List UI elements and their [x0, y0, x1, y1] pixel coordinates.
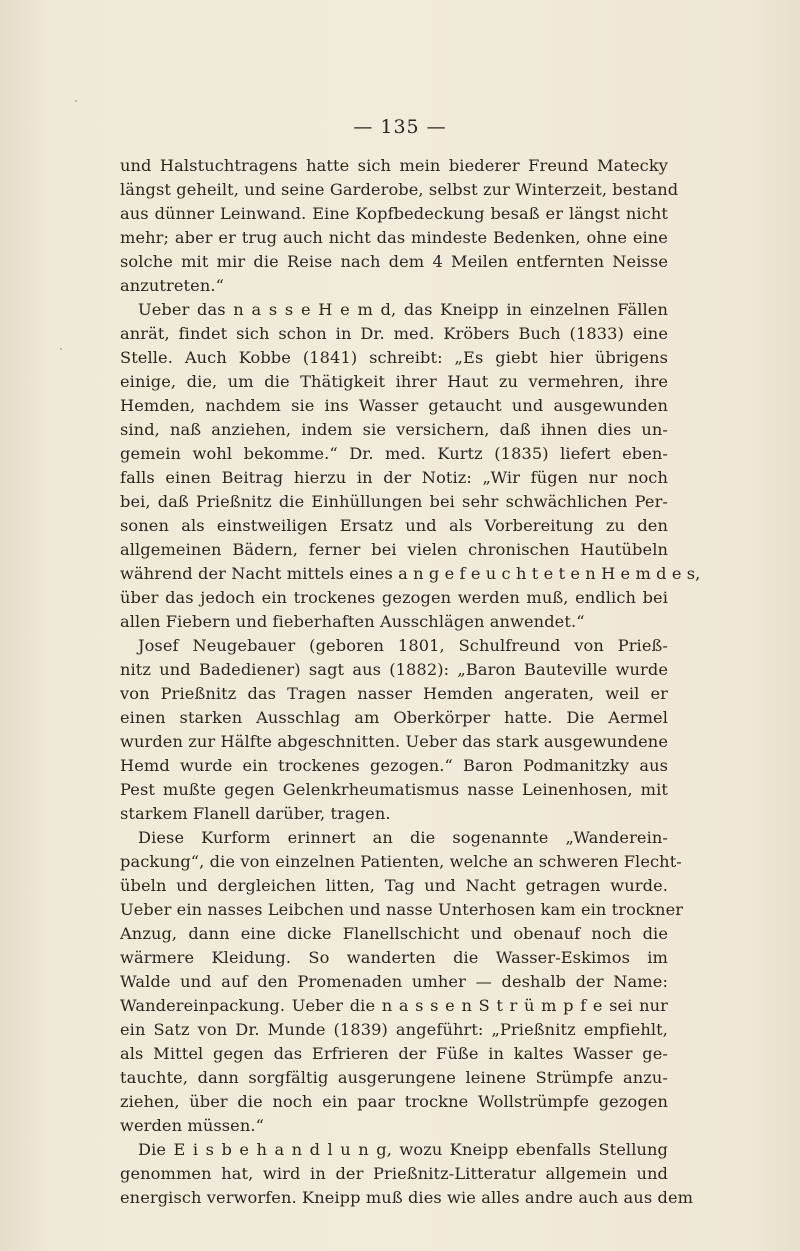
- text-line: solche mit mir die Reise nach dem 4 Meilen entfernten Neisse: [120, 252, 668, 271]
- text-line: Pest mußte gegen Gelenkrheumatismus nasse Leinenhosen, mit: [120, 780, 668, 799]
- text-line: wärmere Kleidung. So wanderten die Wasser-Eskimos im: [120, 948, 668, 967]
- text-line: und Halstuchtragens hatte sich mein biederer Freund Matecky: [120, 156, 668, 175]
- text-line: Walde und auf den Promenaden umher — deshalb der Name:: [120, 972, 668, 991]
- text-line: bei, daß Prießnitz die Einhüllungen bei sehr schwächlichen Per-: [120, 492, 668, 511]
- text-line: anrät, findet sich schon in Dr. med. Kröbers Buch (1833) eine: [120, 324, 668, 343]
- text-line: über das jedoch ein trockenes gezogen werden muß, endlich bei: [120, 588, 668, 607]
- text-line: als Mittel gegen das Erfrieren der Füße in kaltes Wasser ge-: [120, 1044, 668, 1063]
- text-line: nitz und Badediener) sagt aus (1882): „Baron Bauteville wurde: [120, 660, 668, 679]
- text-line: mehr; aber er trug auch nicht das mindeste Bedenken, ohne eine: [120, 228, 668, 247]
- text-line: Ueber ein nasses Leibchen und nasse Unterhosen kam ein trockner: [120, 900, 684, 919]
- page-number: — 135 —: [353, 116, 447, 138]
- text-line: Ueber das n a s s e H e m d, das Kneipp in einzelnen Fällen: [138, 300, 668, 319]
- text-line: aus dünner Leinwand. Eine Kopfbedeckung besaß er längst nicht: [120, 204, 668, 223]
- text-line: energisch verworfen. Kneipp muß dies wie alles andre auch aus dem: [120, 1188, 694, 1207]
- text-line: genommen hat, wird in der Prießnitz-Litteratur allgemein und: [120, 1164, 668, 1183]
- text-line: gemein wohl bekomme.“ Dr. med. Kurtz (1835) liefert eben-: [120, 444, 668, 463]
- text-line: übeln und dergleichen litten, Tag und Nacht getragen wurde.: [120, 876, 668, 895]
- text-line: tauchte, dann sorgfältig ausgerungene leinene Strümpfe anzu-: [120, 1068, 668, 1087]
- text-line: allgemeinen Bädern, ferner bei vielen chronischen Hautübeln: [120, 540, 668, 559]
- text-line: einen starken Ausschlag am Oberkörper hatte. Die Aermel: [120, 708, 668, 727]
- text-line: längst geheilt, und seine Garderobe, selbst zur Winterzeit, bestand: [120, 180, 679, 199]
- paper-speck: [60, 348, 62, 350]
- text-line: anzutreten.“: [120, 276, 224, 295]
- text-line: starkem Flanell darüber, tragen.: [120, 804, 391, 823]
- text-line: Die E i s b e h a n d l u n g, wozu Kneipp ebenfalls Stellung: [138, 1140, 668, 1159]
- paper-speck: [75, 100, 77, 102]
- text-line: von Prießnitz das Tragen nasser Hemden angeraten, weil er: [120, 684, 668, 703]
- text-line: während der Nacht mittels eines a n g e f e u c h t e t e n H e m d e s,: [120, 564, 701, 583]
- text-line: Diese Kurform erinnert an die sogenannte „Wanderein-: [138, 828, 668, 847]
- body-text: [120, 154, 701, 1210]
- text-line: Hemd wurde ein trockenes gezogen.“ Baron Podmanitzky aus: [120, 756, 668, 775]
- text-line: Wandereinpackung. Ueber die n a s s e n S t r ü m p f e sei nur: [120, 996, 668, 1015]
- text-line: werden müssen.“: [120, 1116, 265, 1135]
- text-line: sonen als einstweiligen Ersatz und als Vorbereitung zu den: [120, 516, 668, 535]
- text-line: wurden zur Hälfte abgeschnitten. Ueber das stark ausgewundene: [120, 732, 668, 751]
- text-line: einige, die, um die Thätigkeit ihrer Haut zu vermehren, ihre: [120, 372, 668, 391]
- text-line: ziehen, über die noch ein paar trockne Wollstrümpfe gezogen: [120, 1092, 668, 1111]
- text-line: packung“, die von einzelnen Patienten, welche an schweren Flecht-: [120, 852, 682, 871]
- text-line: sind, naß anziehen, indem sie versichern, daß ihnen dies un-: [120, 420, 668, 439]
- text-line: falls einen Beitrag hierzu in der Notiz: „Wir fügen nur noch: [120, 468, 668, 487]
- text-line: Anzug, dann eine dicke Flanellschicht und obenauf noch die: [120, 924, 668, 943]
- text-line: ein Satz von Dr. Munde (1839) angeführt: „Prießnitz empfiehlt,: [120, 1020, 668, 1039]
- text-line: Josef Neugebauer (geboren 1801, Schulfreund von Prieß-: [138, 636, 668, 655]
- text-line: Hemden, nachdem sie ins Wasser getaucht und ausgewunden: [120, 396, 668, 415]
- text-line: allen Fiebern und fieberhaften Ausschlägen anwendet.“: [120, 612, 585, 631]
- text-line: Stelle. Auch Kobbe (1841) schreibt: „Es giebt hier übrigens: [120, 348, 668, 367]
